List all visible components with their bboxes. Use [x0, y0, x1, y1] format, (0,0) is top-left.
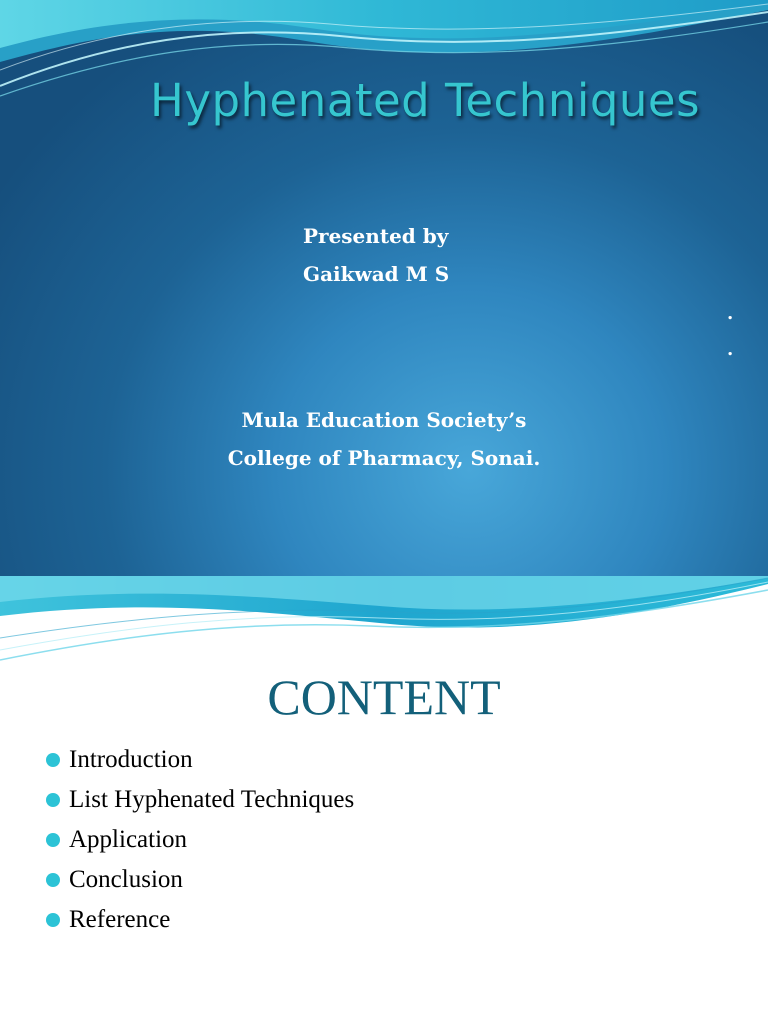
content-list — [44, 740, 354, 940]
bullet-icon — [46, 753, 60, 767]
list-item-label: List Hyphenated Techniques — [69, 786, 355, 813]
institution-line-2: College of Pharmacy, Sonai. — [227, 446, 541, 470]
list-item-label: Conclusion — [69, 866, 183, 893]
slide-title: Hyphenated Techniques — [150, 74, 701, 127]
list-item-label: Reference — [69, 906, 171, 933]
content-title: CONTENT — [267, 669, 501, 725]
dot-marker: . — [727, 339, 734, 360]
presented-by-label: Presented by — [303, 224, 449, 248]
list-item — [44, 820, 354, 860]
list-item — [44, 860, 354, 900]
institution-line-1: Mula Education Society’s — [241, 408, 527, 432]
bullet-icon — [46, 873, 60, 887]
presenter-name: Gaikwad M S — [303, 262, 450, 286]
bullet-icon — [46, 913, 60, 927]
bullet-icon — [46, 793, 60, 807]
list-item-label: Introduction — [69, 746, 193, 773]
content-slide — [0, 576, 768, 1024]
dot-marker: . — [727, 303, 734, 324]
list-item-label: Application — [69, 826, 188, 853]
list-item — [44, 900, 354, 940]
bullet-icon — [46, 833, 60, 847]
wave-decoration — [0, 576, 768, 666]
list-item — [44, 780, 354, 820]
list-item — [44, 740, 354, 780]
